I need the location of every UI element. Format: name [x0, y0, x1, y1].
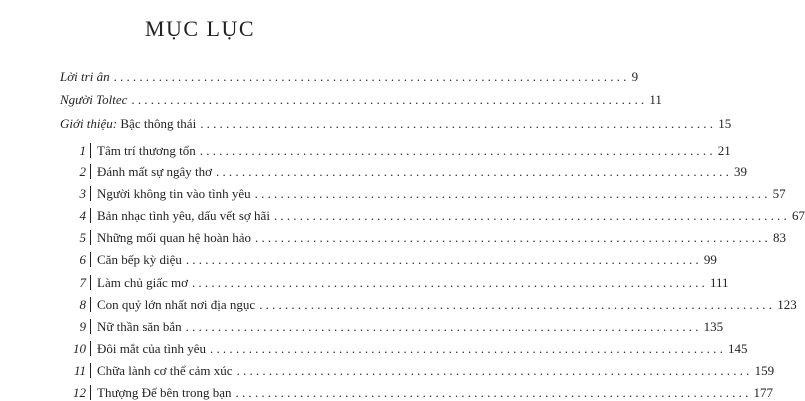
dot-leader: ................................................................................: [200, 116, 717, 131]
toc-entry-chapter-6[interactable]: [62, 252, 717, 268]
entry-page: 145: [728, 341, 748, 356]
chapter-title: Người không tin vào tình yêu: [97, 186, 251, 201]
chapter-number: 7: [62, 275, 91, 290]
entry-page: 21: [717, 143, 731, 158]
chapter-number: 2: [62, 164, 91, 179]
entry-page: 83: [773, 230, 786, 245]
chapter-number: 4: [62, 208, 91, 223]
chapter-title: Những mối quan hệ hoàn hảo: [97, 230, 251, 245]
chapter-number: 6: [62, 252, 91, 267]
entry-page: 15: [718, 116, 732, 131]
toc-entry-chapter-1[interactable]: [62, 143, 731, 159]
chapter-number: 10: [62, 341, 91, 356]
entry-page: 111: [709, 275, 729, 290]
entry-page: 39: [734, 164, 748, 179]
dot-leader: ................................................................................: [199, 143, 716, 158]
chapter-title: Con quỷ lớn nhất nơi địa ngục: [97, 297, 256, 312]
chapter-number: 11: [62, 363, 91, 378]
entry-page: 99: [703, 252, 717, 267]
entry-title: Người Toltec: [60, 92, 128, 107]
dot-leader: ................................................................................: [131, 92, 648, 107]
toc-entry-toltec[interactable]: [60, 92, 662, 108]
toc-entry-chapter-5[interactable]: [62, 230, 786, 246]
dot-leader: ................................................................................: [273, 208, 790, 223]
chapter-number: 5: [62, 230, 91, 245]
toc-entry-chapter-12[interactable]: [62, 385, 774, 401]
chapter-number: 9: [62, 319, 91, 334]
toc-entry-chapter-3[interactable]: [62, 186, 786, 202]
chapter-title: Đánh mất sự ngây thơ: [97, 164, 213, 179]
dot-leader: ................................................................................: [254, 186, 771, 201]
toc-entry-chapter-10[interactable]: [62, 341, 748, 357]
chapter-title: Tâm trí thương tổn: [97, 143, 196, 158]
dot-leader: ................................................................................: [185, 319, 702, 334]
dot-leader: ................................................................................: [216, 164, 733, 179]
toc-entry-chapter-4[interactable]: [62, 208, 805, 224]
chapter-number: 1: [62, 143, 91, 158]
dot-leader: ................................................................................: [113, 69, 630, 84]
chapter-title: Căn bếp kỳ diệu: [97, 252, 182, 267]
entry-page: 177: [753, 385, 774, 400]
entry-page: 67: [791, 208, 805, 223]
dot-leader: ................................................................................: [255, 230, 771, 245]
toc-entry-introduction[interactable]: [60, 116, 732, 132]
chapter-number: 8: [62, 297, 91, 312]
chapter-number: 3: [62, 186, 91, 201]
dot-leader: ................................................................................: [235, 385, 752, 400]
chapter-title: Chữa lành cơ thể cảm xúc: [97, 363, 233, 378]
entry-page: 57: [772, 186, 786, 201]
entry-title: Lời tri ân: [60, 69, 110, 84]
dot-leader: ................................................................................: [259, 297, 776, 312]
toc-entry-chapter-2[interactable]: [62, 164, 748, 180]
chapter-title: Làm chủ giấc mơ: [97, 275, 188, 290]
toc-entry-chapter-7[interactable]: [62, 275, 729, 291]
chapter-title: Bản nhạc tình yêu, dấu vết sợ hãi: [97, 208, 270, 223]
toc-entry-chapter-11[interactable]: [62, 363, 775, 379]
entry-page: 11: [649, 92, 662, 107]
entry-page: 123: [777, 297, 797, 312]
entry-page: 159: [754, 363, 775, 378]
entry-page: 9: [631, 69, 639, 84]
chapter-number: 12: [62, 385, 91, 400]
entry-page: 135: [703, 319, 724, 334]
page-title: MỤC LỤC: [144, 16, 256, 41]
toc-entry-chapter-8[interactable]: [62, 297, 797, 313]
toc-entry-chapter-9[interactable]: [62, 319, 724, 335]
chapter-title: Nữ thần săn bắn: [97, 319, 182, 334]
dot-leader: ................................................................................: [236, 363, 753, 378]
dot-leader: ................................................................................: [210, 341, 727, 356]
chapter-title: Đôi mắt của tình yêu: [97, 341, 207, 356]
dot-leader: ................................................................................: [191, 275, 708, 290]
dot-leader: ................................................................................: [185, 252, 702, 267]
chapter-title: Thượng Đế bên trong bạn: [97, 385, 232, 400]
entry-title: Giới thiệu: Bậc thông thái: [60, 116, 197, 131]
toc-entry-acknowledgements[interactable]: [60, 69, 639, 85]
